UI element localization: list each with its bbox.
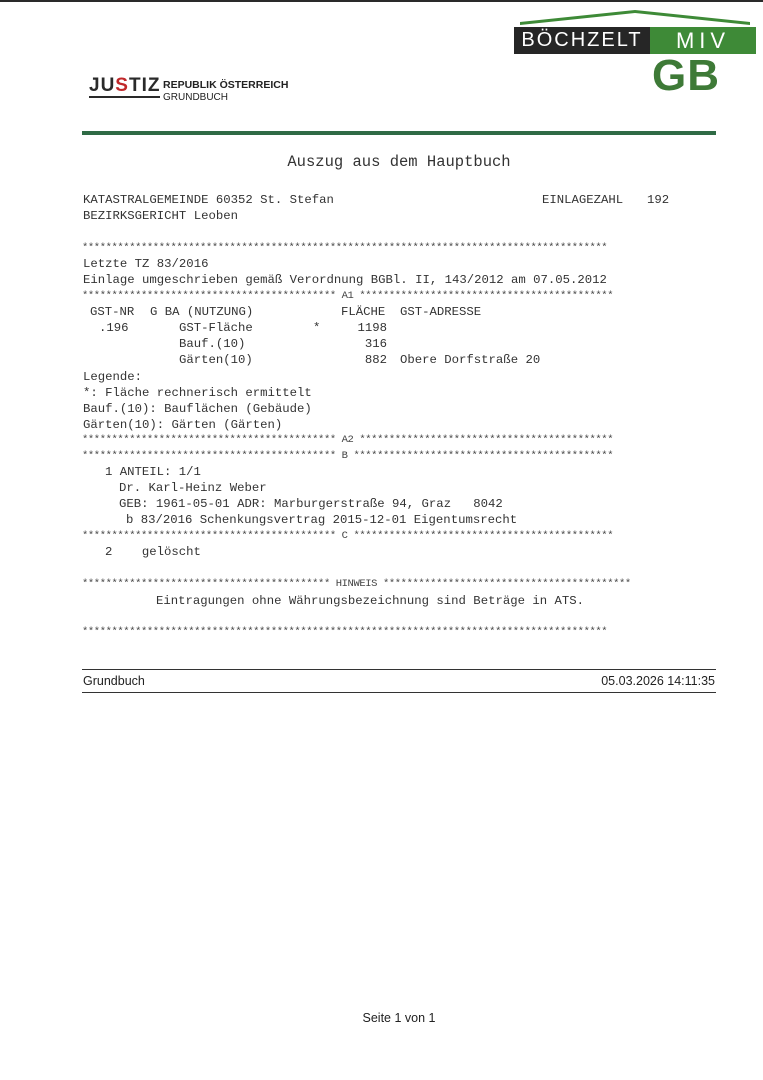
legend-item: *: Fläche rechnerisch ermittelt — [83, 386, 312, 400]
justiz-logo: JUSTIZ — [89, 75, 161, 96]
legend-title: Legende: — [83, 370, 143, 384]
ownership-title: b 83/2016 Schenkungsvertrag 2015-12-01 Eigentumsrecht — [126, 513, 518, 527]
section-b-separator: ******************************************* B ******************************************** — [82, 450, 614, 462]
parcel-usage: Bauf.(10) — [179, 337, 246, 351]
hinweis-separator: ****************************************** HINWEIS ****************************************** — [82, 578, 631, 590]
footer-timestamp: 05.03.2026 14:11:35 — [601, 674, 715, 688]
footer-top-rule — [82, 669, 716, 670]
section-a2-separator: ******************************************* A2 ******************************************* — [82, 434, 614, 446]
parcel-address: Obere Dorfstraße 20 — [400, 353, 541, 367]
justiz-title: REPUBLIK ÖSTERREICH — [163, 79, 289, 91]
hinweis-text: Eintragungen ohne Währungsbezeichnung sind Beträge in ATS. — [156, 594, 585, 608]
brand-suffix: MIV — [650, 27, 756, 54]
col-adresse: GST-ADRESSE — [400, 305, 482, 319]
district-court: BEZIRKSGERICHT Leoben — [83, 209, 238, 223]
section-a1-separator: ******************************************* A1 ******************************************* — [82, 290, 614, 302]
separator-line: ***************************************************************************************** — [82, 626, 608, 638]
owner-details: GEB: 1961-05-01 ADR: Marburgerstraße 94, Graz 8042 — [119, 497, 503, 511]
section-b-label: B — [341, 450, 348, 462]
page-top-border — [0, 0, 763, 2]
header-divider — [82, 131, 716, 135]
document-title: Auszug aus dem Hauptbuch — [287, 153, 511, 171]
separator-line: ***************************************************************************************** — [82, 242, 608, 254]
parcel-usage: Gärten(10) — [179, 353, 253, 367]
last-tz: Letzte TZ 83/2016 — [83, 257, 209, 271]
legend-item: Gärten(10): Gärten (Gärten) — [83, 418, 283, 432]
parcel-area: 882 — [364, 353, 387, 367]
owner-name: Dr. Karl-Heinz Weber — [119, 481, 267, 495]
parcel-mark: * — [313, 321, 321, 335]
brand-gb: GB — [652, 51, 720, 100]
col-flaeche: FLÄCHE — [341, 305, 386, 319]
einlagezahl-value: 192 — [647, 193, 670, 207]
brand-logo — [514, 27, 756, 54]
col-gst-nr: GST-NR — [90, 305, 135, 319]
section-a2-label: A2 — [341, 434, 354, 446]
section-c-label: C — [341, 530, 348, 542]
c-entry: 2 gelöscht — [105, 545, 201, 559]
footer-bottom-rule — [82, 692, 716, 693]
col-nutzung: G BA (NUTZUNG) — [150, 305, 254, 319]
section-c-separator: ******************************************* C ******************************************** — [82, 530, 614, 542]
cadastral-community: KATASTRALGEMEINDE 60352 St. Stefan — [83, 193, 334, 207]
page-number: Seite 1 von 1 — [362, 1011, 436, 1025]
section-a1-label: A1 — [341, 290, 354, 302]
parcel-area: 316 — [364, 337, 387, 351]
einlagezahl-label: EINLAGEZAHL — [542, 193, 624, 207]
brand-name: BÖCHZELT — [514, 27, 650, 54]
brand-roof-icon — [520, 8, 750, 26]
parcel-usage: GST-Fläche — [179, 321, 253, 335]
ownership-share: 1 ANTEIL: 1/1 — [105, 465, 201, 479]
conversion-note: Einlage umgeschrieben gemäß Verordnung BGBl. II, 143/2012 am 07.05.2012 — [83, 273, 607, 287]
legend-item: Bauf.(10): Bauflächen (Gebäude) — [83, 402, 312, 416]
footer-source: Grundbuch — [83, 674, 145, 688]
parcel-number: .196 — [99, 321, 129, 335]
justiz-subtitle: GRUNDBUCH — [163, 92, 228, 103]
hinweis-label: HINWEIS — [335, 578, 378, 590]
parcel-area: 1198 — [357, 321, 387, 335]
